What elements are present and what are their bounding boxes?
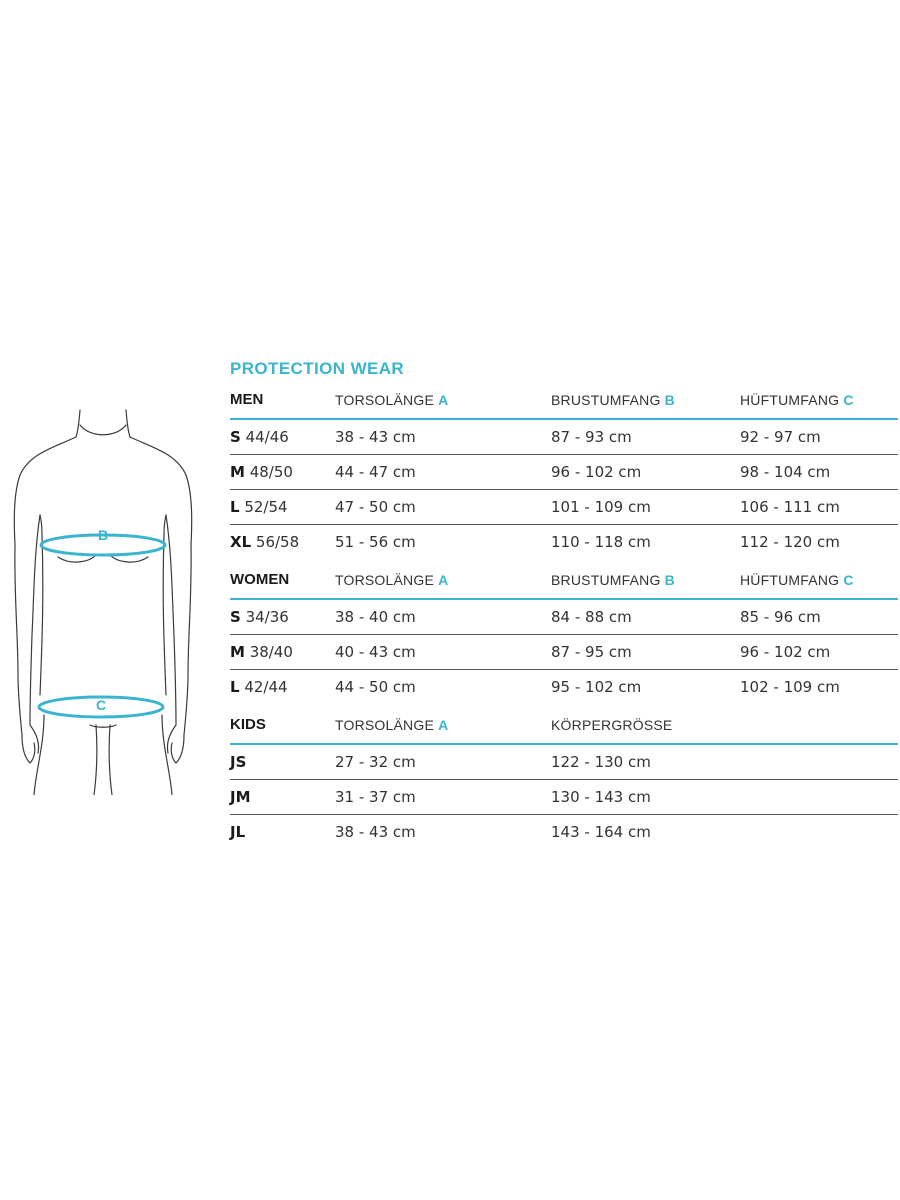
size-number: 34/36 <box>245 608 289 626</box>
measurement-value: 112 - 120 cm <box>740 533 840 551</box>
group-header-2 <box>230 708 898 745</box>
measurement-value: 101 - 109 cm <box>551 498 651 516</box>
measurement-value: 102 - 109 cm <box>740 678 840 696</box>
measurement-value: 51 - 56 cm <box>335 533 416 551</box>
measurement-value: 85 - 96 cm <box>740 608 821 626</box>
group-name: MEN <box>230 391 264 408</box>
group-name: KIDS <box>230 716 266 733</box>
column-header-text: BRUSTUMFANG <box>551 392 661 408</box>
measurement-value: 87 - 93 cm <box>551 428 632 446</box>
column-header <box>335 383 448 417</box>
size-number: 38/40 <box>249 643 293 661</box>
measurement-value: 96 - 102 cm <box>551 463 642 481</box>
size-cell <box>230 635 293 669</box>
table-row <box>230 490 898 525</box>
measurement-value: 84 - 88 cm <box>551 608 632 626</box>
column-header-text: HÜFTUMFANG <box>740 572 840 588</box>
measurement-value: 38 - 43 cm <box>335 823 416 841</box>
measurement-value: 122 - 130 cm <box>551 753 651 771</box>
column-header <box>335 708 448 742</box>
table-row <box>230 420 898 455</box>
size-code: M <box>230 463 245 481</box>
column-header-text: TORSOLÄNGE <box>335 717 434 733</box>
measurement-value: 110 - 118 cm <box>551 533 651 551</box>
measurement-value: 27 - 32 cm <box>335 753 416 771</box>
size-number: 48/50 <box>249 463 293 481</box>
table-row <box>230 815 898 849</box>
size-code: L <box>230 678 240 696</box>
measure-letter: A <box>438 392 449 408</box>
table-row <box>230 670 898 704</box>
size-number: 52/54 <box>244 498 288 516</box>
measurement-value: 44 - 47 cm <box>335 463 416 481</box>
size-cell <box>230 420 289 454</box>
chart-title: PROTECTION WEAR <box>230 359 405 378</box>
body-measurement-figure <box>0 395 215 795</box>
column-header <box>551 383 675 417</box>
measurement-value: 38 - 43 cm <box>335 428 416 446</box>
size-cell <box>230 455 293 489</box>
size-number: 44/46 <box>245 428 289 446</box>
measurement-value: 98 - 104 cm <box>740 463 831 481</box>
measurement-value: 47 - 50 cm <box>335 498 416 516</box>
size-number: 42/44 <box>244 678 288 696</box>
group-name: WOMEN <box>230 571 290 588</box>
measure-letter: B <box>664 572 675 588</box>
size-groups <box>230 383 898 849</box>
column-header-text: KÖRPERGRÖSSE <box>551 717 673 733</box>
size-cell <box>230 745 246 779</box>
size-code: JM <box>230 788 251 806</box>
column-header <box>551 708 672 742</box>
size-code: JL <box>230 823 246 841</box>
group-header-0 <box>230 383 898 420</box>
measure-letter: B <box>664 392 675 408</box>
table-row <box>230 600 898 635</box>
measurement-value: 96 - 102 cm <box>740 643 831 661</box>
size-code: XL <box>230 533 252 551</box>
measurement-value: 87 - 95 cm <box>551 643 632 661</box>
size-chart <box>230 357 898 849</box>
measurement-value: 44 - 50 cm <box>335 678 416 696</box>
column-header <box>335 563 448 597</box>
size-code: M <box>230 643 245 661</box>
measure-letter: A <box>438 572 449 588</box>
measure-letter: C <box>843 392 854 408</box>
measurement-value: 31 - 37 cm <box>335 788 416 806</box>
table-row <box>230 525 898 559</box>
column-header-text: TORSOLÄNGE <box>335 392 434 408</box>
table-row <box>230 745 898 780</box>
size-number: 56/58 <box>255 533 300 551</box>
measurement-value: 38 - 40 cm <box>335 608 416 626</box>
table-row <box>230 635 898 670</box>
measure-letter: C <box>843 572 854 588</box>
column-header <box>740 383 854 417</box>
column-header <box>551 563 675 597</box>
measurement-value: 92 - 97 cm <box>740 428 821 446</box>
size-code: S <box>230 608 241 626</box>
measurement-value: 143 - 164 cm <box>551 823 651 841</box>
measurement-value: 95 - 102 cm <box>551 678 642 696</box>
measurement-value: 106 - 111 cm <box>740 498 840 516</box>
size-code: JS <box>230 753 247 771</box>
group-header-1 <box>230 563 898 600</box>
measure-letter: A <box>438 717 449 733</box>
label-c: C <box>95 697 107 713</box>
size-cell <box>230 525 299 559</box>
measurement-value: 130 - 143 cm <box>551 788 651 806</box>
size-cell <box>230 670 288 704</box>
size-code: S <box>230 428 241 446</box>
label-b: B <box>97 527 109 543</box>
column-header-text: BRUSTUMFANG <box>551 572 661 588</box>
size-code: L <box>230 498 240 516</box>
column-header <box>740 563 854 597</box>
size-cell <box>230 490 288 524</box>
column-header-text: TORSOLÄNGE <box>335 572 434 588</box>
size-cell <box>230 815 245 849</box>
size-cell <box>230 600 289 634</box>
size-cell <box>230 780 251 814</box>
table-row <box>230 455 898 490</box>
column-header-text: HÜFTUMFANG <box>740 392 840 408</box>
table-row <box>230 780 898 815</box>
measurement-value: 40 - 43 cm <box>335 643 416 661</box>
